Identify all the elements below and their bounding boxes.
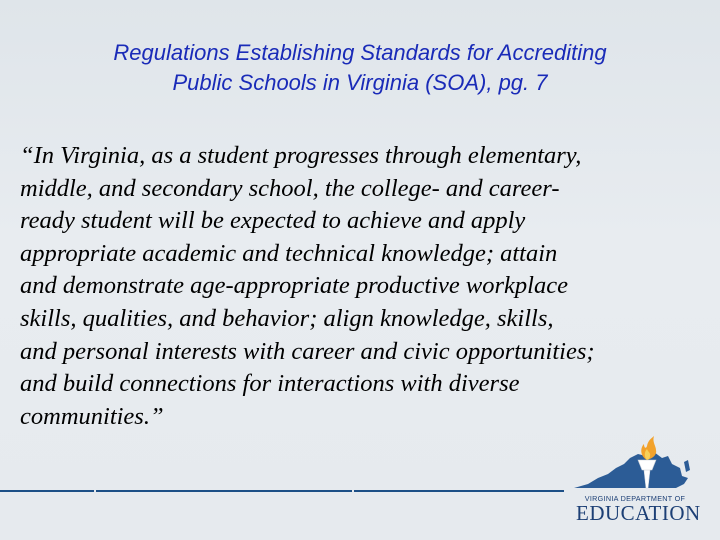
- virginia-state-torch-icon: [572, 434, 702, 496]
- title-line: Public Schools in Virginia (SOA), pg. 7: [172, 70, 548, 95]
- footer-rule-segment: [354, 490, 564, 492]
- vdoe-logo: [572, 434, 702, 526]
- quote-line: middle, and secondary school, the college- and career-: [20, 174, 560, 202]
- quote-line: and demonstrate age-appropriate productive workplace: [20, 272, 568, 300]
- quote-line: ready student will be expected to achieve and apply: [20, 207, 526, 235]
- title-line: Regulations Establishing Standards for Accrediting: [113, 40, 607, 65]
- slide-title: [20, 38, 700, 98]
- footer-rule-segment: [96, 490, 352, 492]
- quote-body: [20, 140, 710, 433]
- quote-line: and personal interests with career and civic opportunities;: [20, 337, 595, 365]
- quote-line: communities.”: [20, 402, 164, 430]
- quote-line: and build connections for interactions with diverse: [20, 370, 520, 398]
- footer-rule-segment: [0, 490, 94, 492]
- quote-line: appropriate academic and technical knowledge; attain: [20, 239, 558, 267]
- quote-line: “In Virginia, as a student progresses through elementary,: [20, 142, 582, 169]
- logo-education-text: EDUCATION: [576, 501, 701, 525]
- quote-line: skills, qualities, and behavior; align knowledge, skills,: [20, 304, 554, 332]
- logo-department-text: VIRGINIA DEPARTMENT OF: [584, 494, 686, 503]
